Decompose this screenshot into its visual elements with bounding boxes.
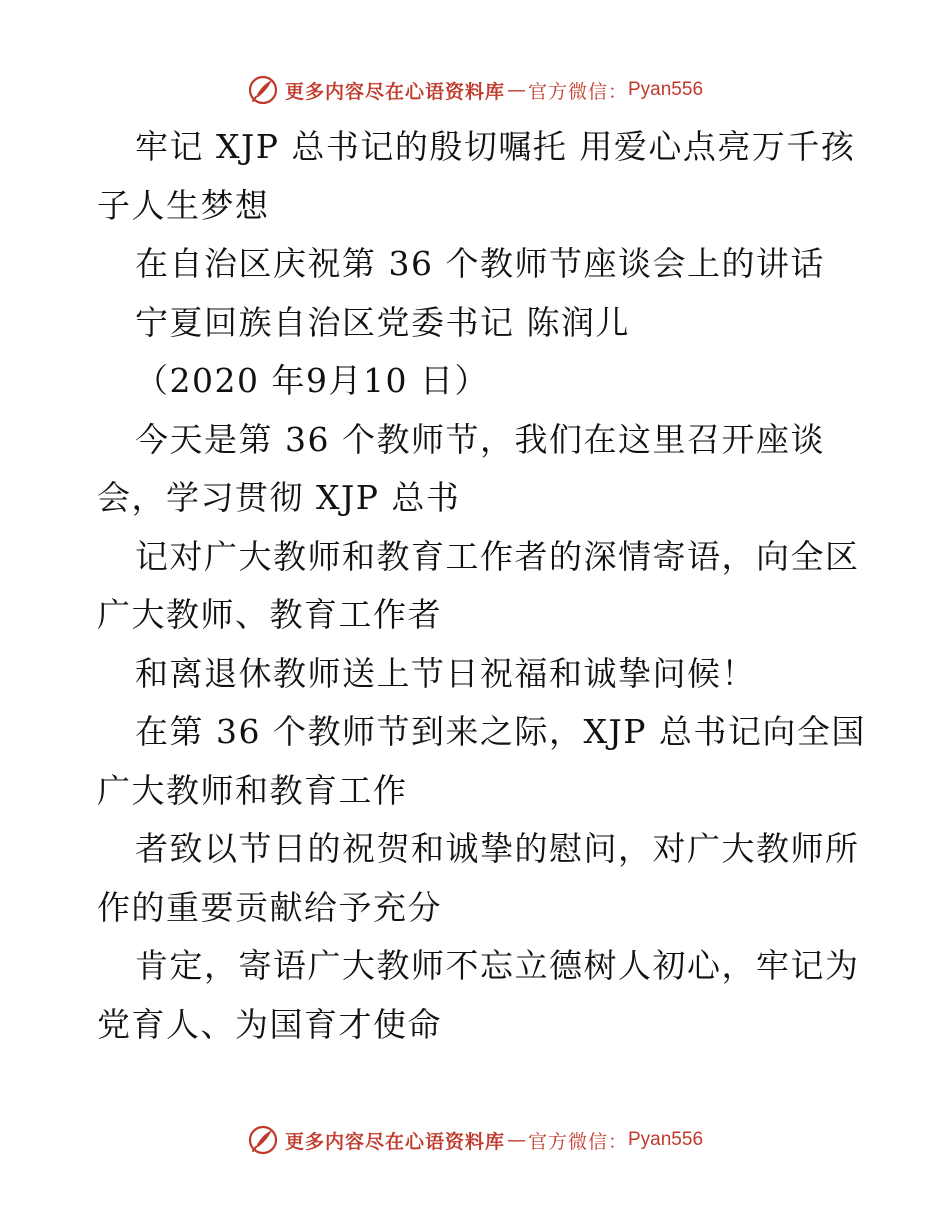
document-body xyxy=(97,118,867,1054)
banner-separator: — xyxy=(506,79,526,101)
banner-wechat-label: 官方微信： xyxy=(527,1130,628,1153)
text-line: 和离退休教师送上节日祝福和诚挚问候！ xyxy=(135,653,756,693)
text-line: 作的重要贡献给予充分 xyxy=(97,887,442,927)
text-line: 在自治区庆祝第 36 个教师节座谈会上的讲话 xyxy=(135,244,825,283)
text-line: 牢记 XJP 总书记的殷切嘱托 用爱心点亮万千孩 xyxy=(135,127,856,166)
text-line: 记对广大教师和教育工作者的深情寄语，向全区 xyxy=(135,536,860,576)
text-line: 宁夏回族自治区党委书记 陈润儿 xyxy=(135,302,630,342)
text-line: （2020 年9月10 日） xyxy=(135,361,489,400)
banner-wechat-label: 官方微信： xyxy=(527,80,628,103)
text-line: 会，学习贯彻 XJP 总书 xyxy=(97,478,461,517)
footer-banner xyxy=(0,1120,950,1160)
text-line: 在第 36 个教师节到来之际，XJP 总书记向全国 xyxy=(135,712,866,751)
text-line: 党育人、为国育才使命 xyxy=(97,1004,442,1044)
quill-pen-logo-icon xyxy=(247,74,279,106)
banner-brand-text: 更多内容尽在心语资料库 xyxy=(284,80,505,103)
text-line: 广大教师、教育工作者 xyxy=(97,595,442,634)
banner-brand-text: 更多内容尽在心语资料库 xyxy=(284,1130,505,1153)
header-banner xyxy=(0,70,950,110)
quill-pen-logo-icon xyxy=(247,1124,279,1156)
banner-wechat-id: Pyan556 xyxy=(628,79,704,100)
banner-wechat-id: Pyan556 xyxy=(628,1129,704,1150)
text-line: 者致以节日的祝贺和诚挚的慰问，对广大教师所 xyxy=(135,829,860,868)
text-line: 子人生梦想 xyxy=(97,185,270,225)
text-line: 今天是第 36 个教师节，我们在这里召开座谈 xyxy=(135,419,825,459)
text-line: 肯定，寄语广大教师不忘立德树人初心，牢记为 xyxy=(135,946,860,985)
banner-separator: — xyxy=(506,1129,526,1151)
text-line: 广大教师和教育工作 xyxy=(97,770,408,810)
